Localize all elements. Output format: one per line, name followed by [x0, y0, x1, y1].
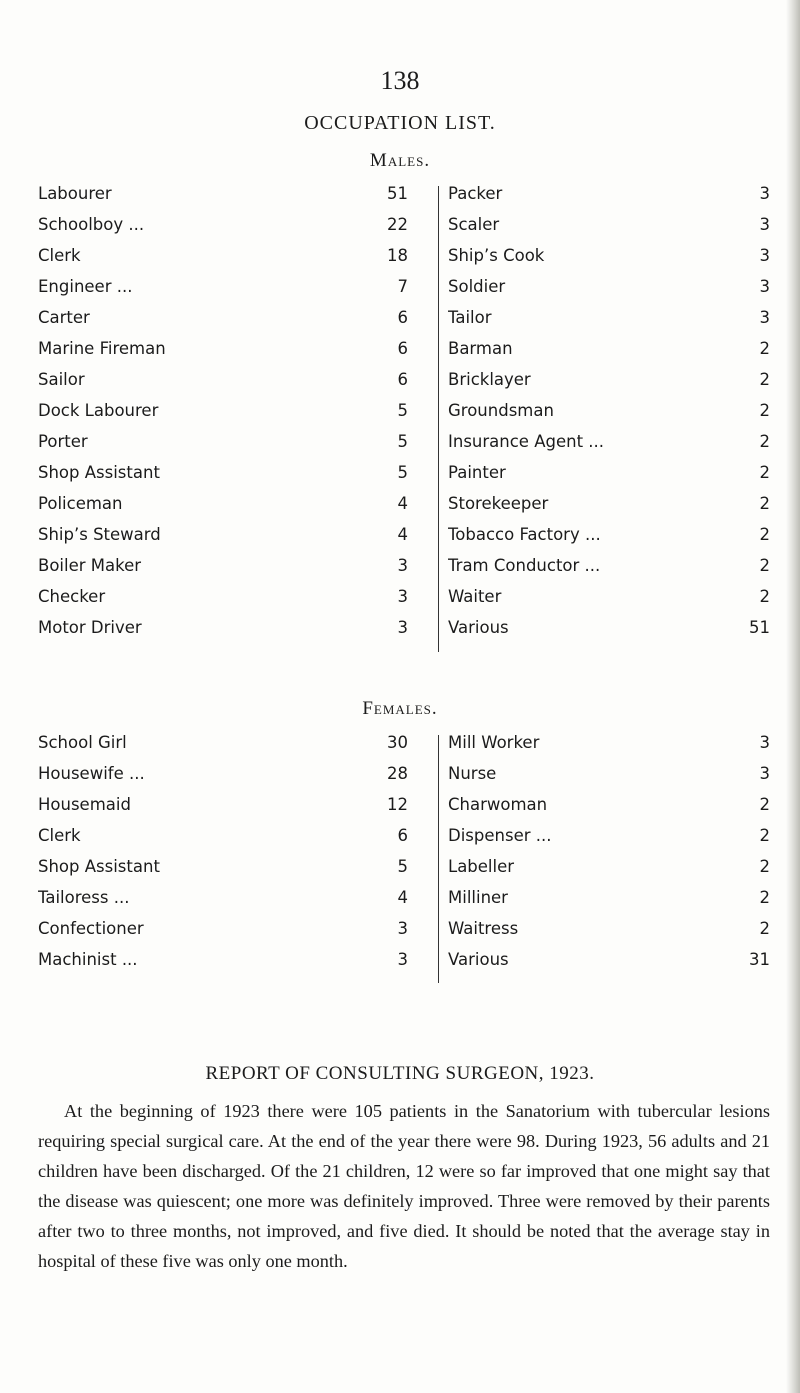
- occupation-name: Housewife ...: [38, 764, 145, 783]
- occupation-name: Ship’s Steward: [38, 525, 161, 544]
- occupation-name: Ship’s Cook: [448, 246, 545, 265]
- occupation-name: Various: [448, 950, 509, 969]
- occupation-count: 51: [387, 184, 408, 203]
- occupation-name: Milliner: [448, 888, 508, 907]
- occupation-name: Packer: [448, 184, 503, 203]
- males-column-divider: [438, 186, 439, 652]
- table-row: [38, 370, 770, 401]
- occupation-count: 4: [397, 525, 408, 544]
- page-title: OCCUPATION LIST.: [304, 112, 496, 134]
- occupation-count: 3: [759, 277, 770, 296]
- table-row: [38, 919, 770, 950]
- table-row: [38, 277, 770, 308]
- page-number: 138: [380, 66, 420, 95]
- occupation-name: Marine Fireman: [38, 339, 166, 358]
- occupation-count: 6: [397, 308, 408, 327]
- occupation-name: Storekeeper: [448, 494, 549, 513]
- occupation-count: 28: [387, 764, 408, 783]
- occupation-count: 6: [397, 370, 408, 389]
- table-row: [38, 525, 770, 556]
- occupation-count: 4: [397, 888, 408, 907]
- occupation-count: 2: [759, 857, 770, 876]
- occupation-name: Carter: [38, 308, 90, 327]
- occupation-count: 2: [759, 888, 770, 907]
- occupation-count: 3: [759, 184, 770, 203]
- occupation-name: Dispenser ...: [448, 826, 552, 845]
- occupation-name: Labeller: [448, 857, 515, 876]
- occupation-count: 2: [759, 587, 770, 606]
- occupation-count: 3: [397, 919, 408, 938]
- occupation-name: Tailoress ...: [38, 888, 130, 907]
- occupation-count: 22: [387, 215, 408, 234]
- occupation-count: 5: [397, 401, 408, 420]
- occupation-count: 2: [759, 432, 770, 451]
- occupation-count: 4: [397, 494, 408, 513]
- occupation-name: Machinist ...: [38, 950, 138, 969]
- occupation-count: 3: [759, 764, 770, 783]
- table-row: [38, 184, 770, 215]
- occupation-name: Insurance Agent ...: [448, 432, 605, 451]
- occupation-count: 12: [387, 795, 408, 814]
- occupation-name: Waiter: [448, 587, 502, 606]
- table-row: [38, 888, 770, 919]
- table-row: [38, 339, 770, 370]
- occupation-count: 18: [387, 246, 408, 265]
- occupation-count: 2: [759, 525, 770, 544]
- table-row: [38, 308, 770, 339]
- occupation-name: Engineer ...: [38, 277, 133, 296]
- occupation-name: Clerk: [38, 246, 81, 265]
- table-row: [38, 432, 770, 463]
- occupation-name: Painter: [448, 463, 506, 482]
- occupation-count: 2: [759, 826, 770, 845]
- occupation-count: 30: [387, 733, 408, 752]
- occupation-count: 3: [397, 587, 408, 606]
- occupation-count: 3: [759, 733, 770, 752]
- occupation-name: Motor Driver: [38, 618, 142, 637]
- occupation-name: School Girl: [38, 733, 127, 752]
- occupation-name: Groundsman: [448, 401, 554, 420]
- occupation-name: Various: [448, 618, 509, 637]
- occupation-count: 5: [397, 857, 408, 876]
- occupation-count: 2: [759, 401, 770, 420]
- occupation-count: 3: [759, 246, 770, 265]
- table-row: [38, 618, 770, 649]
- occupation-name: Housemaid: [38, 795, 131, 814]
- table-row: [38, 950, 770, 981]
- report-paragraph: At the beginning of 1923 there were 105 patients in the Sanatorium with tubercular lesions requiring special surgical care. At the end of the year there were 98. During 1923, 56 adults and 21 children have been discharged. Of the 21 children, 12 were so far improved that one might say that the disease was quiescent; one more was definitely improved. Three were removed by their parents after two to three months, not improved, and five died. It should be noted that the average stay in hospital of these five was only one month.: [38, 1101, 770, 1271]
- table-row: [38, 494, 770, 525]
- occupation-name: Waitress: [448, 919, 519, 938]
- occupation-count: 3: [397, 556, 408, 575]
- occupation-name: Shop Assistant: [38, 463, 160, 482]
- occupation-name: Shop Assistant: [38, 857, 160, 876]
- females-heading: Females.: [362, 698, 438, 719]
- occupation-count: 3: [759, 215, 770, 234]
- occupation-name: Policeman: [38, 494, 123, 513]
- occupation-count: 3: [759, 308, 770, 327]
- females-column-divider: [438, 735, 439, 983]
- occupation-count: 5: [397, 432, 408, 451]
- occupation-name: Schoolboy ...: [38, 215, 145, 234]
- occupation-name: Checker: [38, 587, 106, 606]
- table-row: [38, 246, 770, 277]
- occupation-name: Soldier: [448, 277, 506, 296]
- table-row: [38, 401, 770, 432]
- table-row: [38, 764, 770, 795]
- occupation-name: Bricklayer: [448, 370, 531, 389]
- occupation-name: Tram Conductor ...: [448, 556, 601, 575]
- occupation-name: Clerk: [38, 826, 81, 845]
- occupation-count: 2: [759, 494, 770, 513]
- table-row: [38, 587, 770, 618]
- occupation-count: 5: [397, 463, 408, 482]
- occupation-name: Confectioner: [38, 919, 144, 938]
- occupation-name: Nurse: [448, 764, 497, 783]
- occupation-count: 7: [397, 277, 408, 296]
- occupation-name: Labourer: [38, 184, 112, 203]
- males-heading: Males.: [369, 150, 431, 171]
- table-row: [38, 733, 770, 764]
- occupation-count: 3: [397, 618, 408, 637]
- occupation-count: 6: [397, 339, 408, 358]
- occupation-name: Scaler: [448, 215, 500, 234]
- table-row: [38, 826, 770, 857]
- occupation-name: Tailor: [448, 308, 492, 327]
- occupation-count: 31: [749, 950, 770, 969]
- occupation-count: 2: [759, 556, 770, 575]
- females-occupation-table: [38, 733, 770, 981]
- occupation-name: Dock Labourer: [38, 401, 159, 420]
- table-row: [38, 857, 770, 888]
- occupation-count: 3: [397, 950, 408, 969]
- occupation-name: Boiler Maker: [38, 556, 142, 575]
- males-occupation-table: [38, 184, 770, 649]
- table-row: [38, 795, 770, 826]
- occupation-count: 2: [759, 370, 770, 389]
- occupation-count: 51: [749, 618, 770, 637]
- table-row: [38, 556, 770, 587]
- table-row: [38, 463, 770, 494]
- occupation-name: Mill Worker: [448, 733, 540, 752]
- table-row: [38, 215, 770, 246]
- report-heading: REPORT OF CONSULTING SURGEON, 1923.: [205, 1063, 595, 1084]
- occupation-name: Charwoman: [448, 795, 548, 814]
- occupation-name: Barman: [448, 339, 513, 358]
- occupation-name: Tobacco Factory ...: [448, 525, 601, 544]
- occupation-count: 2: [759, 795, 770, 814]
- occupation-name: Sailor: [38, 370, 85, 389]
- occupation-name: Porter: [38, 432, 88, 451]
- occupation-count: 2: [759, 463, 770, 482]
- page-edge-shadow: [786, 0, 800, 1393]
- occupation-count: 6: [397, 826, 408, 845]
- occupation-count: 2: [759, 919, 770, 938]
- occupation-count: 2: [759, 339, 770, 358]
